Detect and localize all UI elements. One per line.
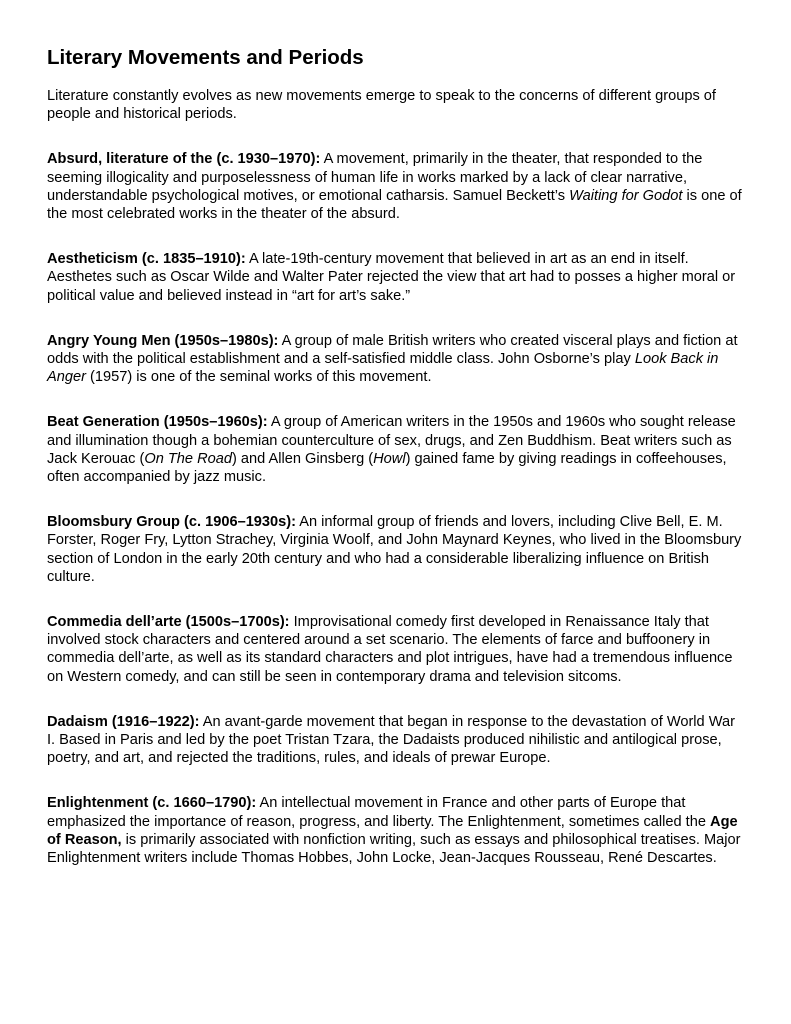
entry-text: An avant-garde movement that began in response to the devastation of World War I. Based in Paris and led by the poet Tristan Tzara, the Dadaists produced nihilistic and antilogical prose, poetry, and art, and rejected the traditions, rules, and ideals of prewar Europe. (47, 713, 735, 767)
entry-text: ) gained fame by giving readings in coffeehouses, often accompanied by jazz music. (47, 450, 727, 486)
entry-aestheticism (47, 250, 747, 305)
entry-text: An intellectual movement in France and other parts of Europe that emphasized the importance of reason, progress, and liberty. The Enlightenment, sometimes called the (47, 795, 711, 830)
entry-text: is primarily associated with nonfiction writing, such as essays and philosophical treatises. Major Enlightenment writers include Thomas Hobbes, John Locke, Jean-Jacques Rousseau, René Descartes. (47, 831, 741, 867)
entry-title-italic: On The Road (144, 450, 232, 467)
entry-term: Aestheticism (c. 1835–1910): (47, 251, 246, 268)
entry-text: A movement, primarily in the theater, that responded to the seeming illogicality and purposelessness of human life in works marked by a lack of clear narrative, understandable psychological motives, or emotional catharsis. Samuel Beckett’s (47, 151, 703, 204)
entry-beat-generation (47, 413, 747, 486)
entry-text: is one of the most celebrated works in the theater of the absurd. (47, 187, 742, 223)
entry-title-italic: Howl (373, 450, 406, 467)
intro-paragraph: Literature constantly evolves as new movements emerge to speak to the concerns of different groups of people and historical periods. (47, 88, 716, 123)
entry-term: Angry Young Men (1950s–1980s): (47, 332, 279, 349)
entry-text: A late-19th-century movement that believed in art as an end in itself. Aesthetes such as Oscar Wilde and Walter Pater rejected the view that art had to posses a higher moral or political value and believed instead in “art for art’s sake.” (47, 251, 736, 304)
entry-enlightenment (47, 794, 747, 867)
entry-term: Bloomsbury Group (c. 1906–1930s): (47, 514, 296, 531)
entry-title-italic: Waiting for Godot (569, 187, 683, 204)
entry-title-italic: Look Back in Anger (47, 351, 719, 386)
entry-bloomsbury-group (47, 513, 747, 586)
entry-angry-young-men (47, 332, 747, 387)
entry-term: Enlightenment (c. 1660–1790): (47, 795, 257, 812)
entry-term: Absurd, literature of the (c. 1930–1970): (47, 151, 321, 168)
entry-text: A group of male British writers who created visceral plays and fiction at odds with the political establishment and a self-satisfied middle class. John Osborne’s play (47, 332, 738, 368)
entry-term: Beat Generation (1950s–1960s): (47, 414, 268, 431)
entry-absurd (47, 150, 747, 223)
entry-text: ) and Allen Ginsberg ( (231, 450, 374, 467)
page-title: Literary Movements and Periods (47, 46, 364, 69)
entry-text: (1957) is one of the seminal works of this movement. (85, 369, 432, 386)
entry-term: Dadaism (1916–1922): (47, 713, 200, 730)
entry-dadaism (47, 713, 747, 768)
entry-text: An informal group of friends and lovers, including Clive Bell, E. M. Forster, Roger Fry, Lytton Strachey, Virginia Woolf, and John Maynard Keynes, who lived in the Bloomsbury section of London in the early 20th century and who had a considerable liberalizing influence on British culture. (47, 514, 742, 585)
entry-text: A group of American writers in the 1950s and 1960s who sought release and illumination though a bohemian counterculture of sex, drugs, and Zen Buddhism. Beat writers such as Jack Kerouac ( (47, 414, 736, 467)
entry-term: Commedia dell’arte (1500s–1700s): (47, 614, 290, 631)
entry-commedia-dellarte (47, 613, 747, 686)
entry-inline-term: Age of Reason, (47, 813, 738, 848)
entry-text: Improvisational comedy first developed in Renaissance Italy that involved stock characters and centered around a set scenario. The elements of farce and buffoonery in commedia dell’arte, as well as its standard characters and plot intrigues, have had a tremendous influence on Western comedy, and can still be seen in contemporary drama and television sitcoms. (47, 614, 733, 685)
